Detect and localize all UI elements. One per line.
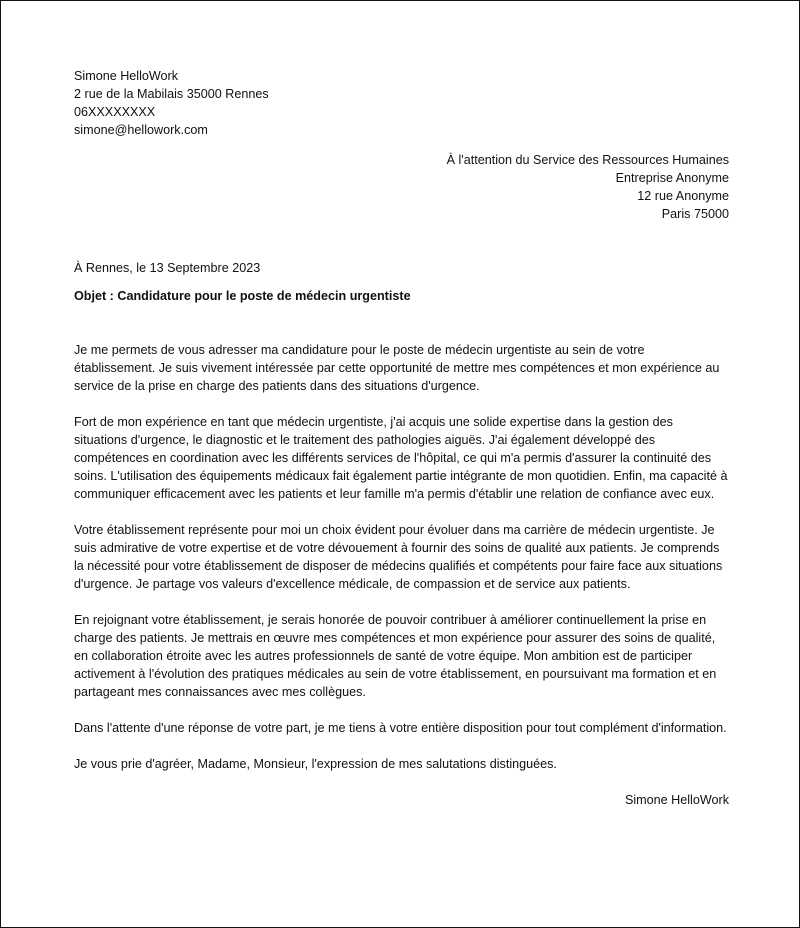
letter-subject: Objet : Candidature pour le poste de médecin urgentiste	[74, 289, 411, 303]
sender-name: Simone HelloWork	[74, 69, 179, 83]
body-paragraph: Je me permets de vous adresser ma candidature pour le poste de médecin urgentiste au sein de votre établissement. Je suis vivement intéressée par cette opportunité de mettre mes compétences et mon expérience au service de la prise en charge des patients dans des situations d'urgence.	[74, 343, 720, 393]
sender-address: 2 rue de la Mabilais 35000 Rennes	[74, 87, 269, 101]
recipient-street: 12 rue Anonyme	[637, 189, 729, 203]
body-paragraph: Votre établissement représente pour moi un choix évident pour évoluer dans ma carrière de médecin urgentiste. Je suis admirative de votre expertise et de votre dévouement à fournir des soins de qualité aux patients. Je comprends la nécessité pour votre établissement de disposer de médecins qualifiés et compétents pour faire face aux situations d'urgence. Je partage vos valeurs d'excellence médicale, de compassion et de service aux patients.	[74, 523, 723, 591]
body-paragraph: Je vous prie d'agréer, Madame, Monsieur, l'expression de mes salutations distinguées.	[74, 757, 557, 771]
letter-body	[74, 341, 729, 773]
body-paragraph: Dans l'attente d'une réponse de votre part, je me tiens à votre entière disposition pour tout complément d'information.	[74, 721, 727, 735]
letter-date: À Rennes, le 13 Septembre 2023	[74, 261, 261, 275]
letter-content	[74, 67, 729, 809]
recipient-attention: À l'attention du Service des Ressources Humaines	[446, 153, 729, 167]
recipient-company: Entreprise Anonyme	[615, 171, 729, 185]
body-paragraph: En rejoignant votre établissement, je serais honorée de pouvoir contribuer à améliorer continuellement la prise en charge des patients. Je mettrais en œuvre mes compétences et mon expérience pour assurer des soins de qualité, en collaboration étroite avec les autres professionnels de santé de votre équipe. Mon ambition est de participer activement à l'évolution des pratiques médicales au sein de votre établissement, en poursuivant ma formation et en partageant mes connaissances avec mes collègues.	[74, 613, 717, 699]
sender-phone: 06XXXXXXXX	[74, 105, 156, 119]
sender-block	[74, 67, 729, 139]
recipient-city: Paris 75000	[661, 207, 729, 221]
sender-email: simone@hellowork.com	[74, 123, 208, 137]
body-paragraph: Fort de mon expérience en tant que médecin urgentiste, j'ai acquis une solide expertise dans la gestion des situations d'urgence, le diagnostic et le traitement des pathologies aiguës. J'ai également développé des compétences en coordination avec les différents services de l'hôpital, ce qui m'a permis d'assurer la continuité des soins. L'utilisation des équipements médicaux fait également partie intégrante de mon quotidien. Enfin, ma capacité à communiquer efficacement avec les patients et leur famille m'a permis d'établir une relation de confiance avec eux.	[74, 415, 728, 501]
recipient-block	[74, 151, 729, 223]
signature: Simone HelloWork	[624, 793, 729, 807]
